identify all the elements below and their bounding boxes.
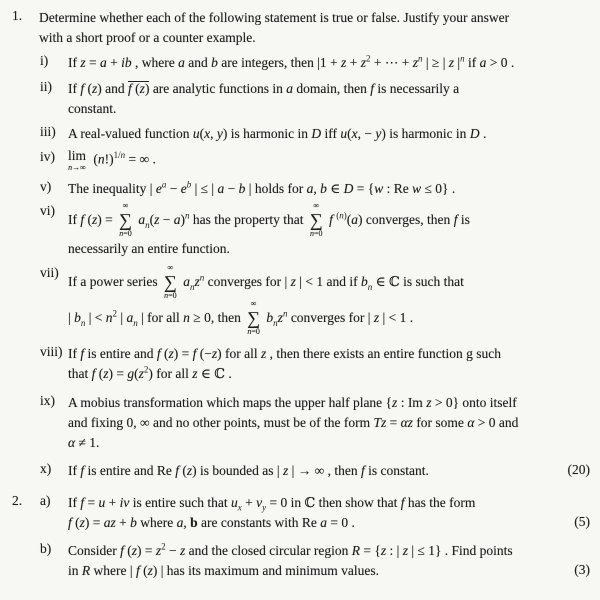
q1-item-i-label: i) xyxy=(40,53,49,68)
text-line: in R where | f (z) | has its maximum and minimum values. xyxy=(68,562,380,578)
text-line: constant. xyxy=(68,101,117,116)
question-2-body xyxy=(39,493,590,581)
question-1-intro-line: with a short proof or a counter example. xyxy=(39,30,256,45)
q1-item-i xyxy=(40,53,590,73)
q1-item-iii xyxy=(40,124,590,144)
question-1-intro-line: Determine whether each of the following statement is true or false. Justify your answer xyxy=(39,10,510,25)
text-line: Consider f $(z) = z^2 - z$ and the closed circular region R = {z : | z | ≤ 1} . Find points xyxy=(68,541,513,558)
text-line: α ≠ 1. xyxy=(68,434,100,450)
text-line: If f = u + iv is entire such that $u_x + v_y = 0$ in ℂ then show that f has the form xyxy=(68,494,476,513)
q1-item-x-marks: (20) xyxy=(567,461,590,477)
q2-item-a-label: a) xyxy=(40,492,51,508)
q1-item-ii-label: ii) xyxy=(40,79,52,94)
text-line: If z = a + ib , where a and b are integers, then $|1 + z + z^2$ + ⋯ + $z^n$ | ≥ | z $|^n$ if a > 0 . xyxy=(68,53,515,70)
text-line: necessarily an entire function. xyxy=(68,240,230,256)
q1-item-ix-label: ix) xyxy=(40,392,55,408)
q1-item-vi xyxy=(40,200,590,259)
q1-item-ix xyxy=(40,393,590,453)
q1-item-vii xyxy=(40,262,590,337)
q1-item-vii-label: vii) xyxy=(40,264,59,280)
q2-item-b-marks: (3) xyxy=(574,561,590,577)
q1-item-x xyxy=(40,461,590,481)
text-line: If f is entire and Re f (z) is bounded as | z | → ∞ , then f is constant. xyxy=(68,462,429,478)
text-line: If a power series ∞ ∑ n=0 $a_nz^n$ converges for | z | < 1 and if $b_n$ ∈ ℂ is such that xyxy=(68,262,464,300)
text-line: | $b_n$ | < $n^2$ | $a_n$ | for all n ≥ 0, then ∞ ∑ n=0 $b_nz^n$ converges for | z | < 1 . xyxy=(68,298,414,336)
text-line: The inequality | $e^a - e^b$ | ≤ | a − b | holds for a, b ∈ D = {w : Re w ≤ 0} . xyxy=(68,179,456,196)
q1-item-iii-label: iii) xyxy=(40,124,56,139)
q1-item-x-label: x) xyxy=(40,460,52,476)
q2-item-b-label: b) xyxy=(40,540,52,556)
question-1 xyxy=(12,8,590,481)
question-1-body xyxy=(39,8,590,481)
text-line: and fixing 0, ∞ and no other points, must be of the form Tz = αz for some α > 0 and xyxy=(68,414,519,430)
text-line: If f (z) = ∞ ∑ n=0 $a_n(z - a)^n$ has the property that ∞ ∑ n=0 f $^{(n)}$(a) converges, then f is xyxy=(68,200,470,238)
q1-item-iv-label: iv) xyxy=(40,149,55,164)
q2-item-b xyxy=(40,541,590,581)
text-line: If f (z) and f (z) are analytic functions in a domain, then f is necessarily a xyxy=(68,81,460,96)
q1-item-v xyxy=(40,179,590,199)
question-2 xyxy=(12,493,590,581)
text-line: A real-valued function u(x, y) is harmonic in D iff u(x, − y) is harmonic in D . xyxy=(68,126,487,141)
q2-item-a-marks: (5) xyxy=(574,513,590,529)
question-1-number: 1. xyxy=(12,8,23,23)
text-line: If f is entire and f (z) = f (−z) for all z , then there exists an entire function g such xyxy=(68,345,501,361)
q1-item-v-label: v) xyxy=(40,178,52,194)
q1-item-iv xyxy=(40,149,590,172)
text-line: lim n→∞ $(n!)^{1/n}$ = ∞ . xyxy=(68,148,156,172)
text-line: that f $(z) = g(z^2)$ for all z ∈ ℂ . xyxy=(68,364,232,381)
question-2-number: 2. xyxy=(12,492,23,508)
q1-item-viii xyxy=(40,344,590,384)
q1-item-ii xyxy=(40,79,590,119)
q1-item-vi-label: vi) xyxy=(40,202,55,218)
q1-item-viii-label: viii) xyxy=(40,343,63,359)
text-line: A mobius transformation which maps the upper half plane {z : Im z > 0} onto itself xyxy=(68,394,517,410)
text-line: f (z) = az + b where a, b are constants with Re a = 0 . xyxy=(68,514,355,530)
q2-item-a xyxy=(40,493,590,533)
